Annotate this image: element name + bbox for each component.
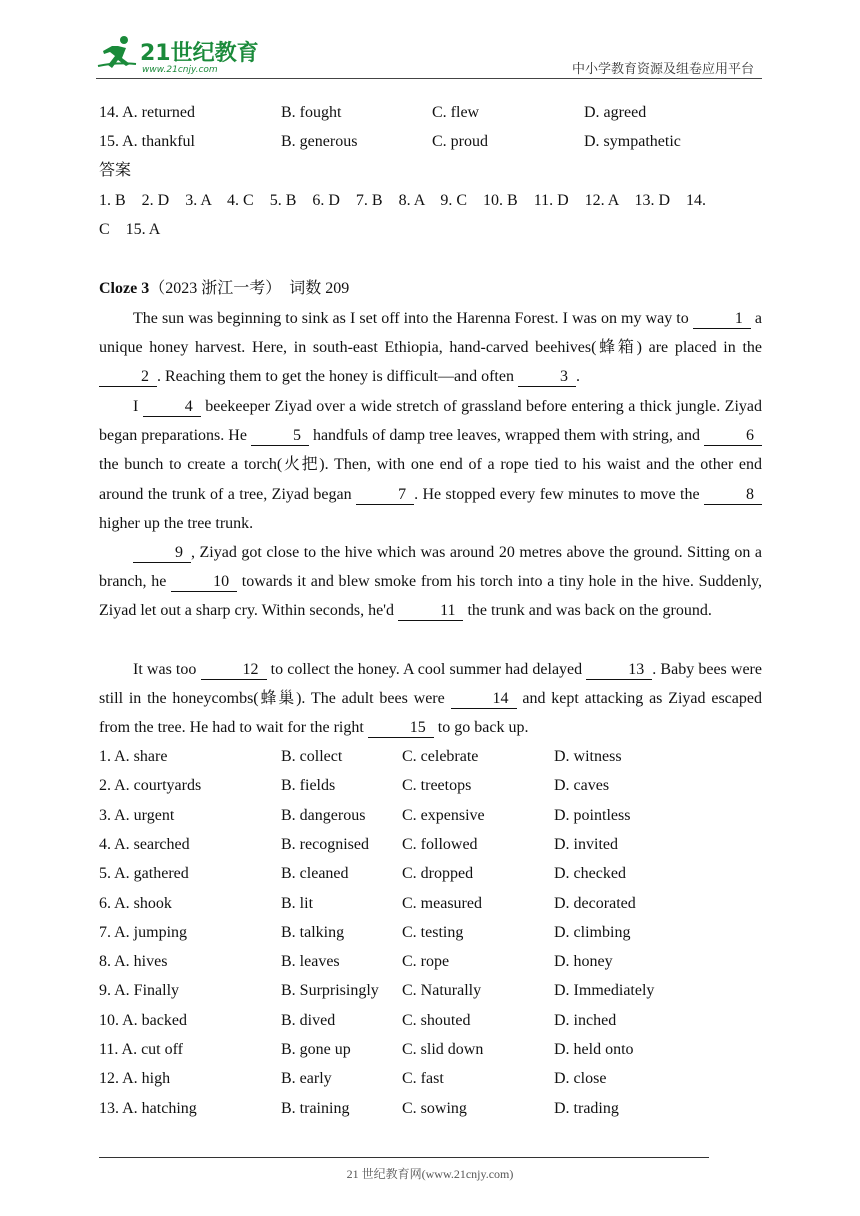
option-c: C. followed	[402, 835, 478, 853]
site-logo	[96, 34, 266, 76]
cloze-title-meta: （2023 浙江一考） 词数 209	[149, 280, 350, 297]
blank-11: 11	[398, 601, 463, 621]
option-d: D. trading	[554, 1099, 619, 1117]
svg-text:21世纪教育: 21世纪教育	[140, 41, 259, 66]
option-a: 1. A. share	[99, 748, 168, 765]
option-b: B. fields	[281, 777, 336, 795]
option-a: 12. A. high	[99, 1070, 171, 1088]
footer-text: 21 世纪教育网(www.21cnjy.com)	[346, 1167, 514, 1181]
option-c: C. measured	[402, 894, 482, 912]
option-b: B. gone up	[281, 1041, 351, 1058]
blank-12: 12	[201, 660, 267, 680]
blank-1: 1	[693, 309, 751, 329]
option-d: D. decorated	[554, 894, 636, 912]
option-d: D. witness	[554, 748, 622, 765]
page-header	[96, 34, 762, 80]
cloze-title-bold: Cloze 3	[99, 280, 150, 297]
option-d: D. close	[554, 1070, 607, 1088]
option-a: 8. A. hives	[99, 953, 168, 971]
header-platform-text: 中小学教育资源及组卷应用平台	[571, 61, 754, 76]
option-b: B. fought	[281, 104, 342, 121]
answer-key-line-1: 1. B 2. D 3. A 4. C 5. B 6. D 7. B 8. A 9. C 10. B 11. D 12. A 13. D 14.	[99, 192, 707, 209]
svg-text:www.21cnjy.com: www.21cnjy.com	[142, 65, 218, 75]
option-c: C. sowing	[402, 1099, 467, 1117]
option-a: 2. A. courtyards	[99, 777, 202, 795]
blank-7: 7	[356, 485, 414, 505]
blank-14: 14	[451, 689, 517, 709]
option-b: B. training	[281, 1099, 350, 1117]
option-c: C. expensive	[402, 806, 485, 824]
passage-paragraph-2: I 4 beekeeper Ziyad over a wide stretch of grassland before entering a thick jungle. Ziyad began preparations. He 5 handfuls of damp tree leaves, wrapped them with string, and 6 the bunch to create a torch(火把). Then, with one end of a rope tied to his waist and the other end around the trunk of a tree, Ziyad began 7 . He stopped every few minutes to move the 8 higher up the tree trunk.	[99, 398, 762, 532]
cloze-title	[99, 279, 349, 299]
option-a: 9. A. Finally	[99, 982, 180, 1000]
option-c: C. fast	[402, 1070, 444, 1088]
header-divider	[96, 78, 762, 79]
runner-icon	[98, 36, 136, 68]
option-d: D. pointless	[554, 806, 631, 824]
option-d: D. climbing	[554, 923, 631, 941]
blank-5: 5	[251, 426, 309, 446]
option-b: B. dived	[281, 1011, 336, 1029]
option-d: D. sympathetic	[584, 133, 681, 150]
option-a: 10. A. backed	[99, 1011, 187, 1029]
option-b: B. cleaned	[281, 865, 349, 883]
option-a: 11. A. cut off	[99, 1041, 183, 1058]
option-d: D. honey	[554, 953, 613, 971]
option-b: B. lit	[281, 894, 314, 912]
blank-10: 10	[171, 572, 237, 592]
option-c: C. slid down	[402, 1041, 484, 1058]
option-c: C. treetops	[402, 777, 472, 795]
option-a: 5. A. gathered	[99, 865, 189, 883]
option-b: B. dangerous	[281, 806, 366, 824]
passage-paragraph-1: The sun was beginning to sink as I set off into the Harenna Forest. I was on my way to 1 a unique honey harvest. Here, in south-east Ethiopia, hand-carved beehives(蜂箱) are placed in the 2 . Reaching them to get the honey is difficult—and often 3 .	[99, 310, 762, 386]
blank-13: 13	[586, 660, 652, 680]
option-c: C. dropped	[402, 865, 474, 883]
footer-divider	[99, 1157, 709, 1158]
option-a: 3. A. urgent	[99, 806, 175, 824]
option-c: C. celebrate	[402, 748, 479, 765]
option-d: D. checked	[554, 865, 626, 883]
option-b: B. leaves	[281, 953, 340, 971]
option-d: D. held onto	[554, 1041, 634, 1058]
option-a: 6. A. shook	[99, 894, 172, 912]
option-d: D. invited	[554, 835, 618, 853]
blank-9: 9	[133, 543, 191, 563]
answer-label: 答案	[99, 162, 132, 179]
passage-paragraph-4: It was too 12 to collect the honey. A cool summer had delayed 13 . Baby bees were still in the honeycombs(蜂巢). The adult bees were 14 and kept attacking as Ziyad escaped from the tree. He had to wait for the right 15 to go back up.	[99, 661, 762, 737]
option-b: B. recognised	[281, 835, 369, 853]
option-b: B. generous	[281, 133, 358, 150]
blank-2: 2	[99, 367, 157, 387]
option-a: 14. A. returned	[99, 104, 195, 121]
blank-3: 3	[518, 367, 576, 387]
option-b: B. early	[281, 1070, 332, 1088]
passage-paragraph-3: 9 , Ziyad got close to the hive which was around 20 metres above the ground. Sitting on a branch, he 10 towards it and blew smoke from his torch into a tiny hole in the hive. Suddenly, Ziyad let out a sharp cry. Within seconds, he'd 11 the trunk and was back on the ground.	[99, 544, 762, 620]
blank-15: 15	[368, 718, 434, 738]
option-b: B. talking	[281, 923, 345, 941]
blank-4: 4	[143, 397, 201, 417]
option-a: 4. A. searched	[99, 835, 190, 853]
option-a: 13. A. hatching	[99, 1099, 197, 1117]
option-b: B. collect	[281, 748, 343, 765]
option-c: C. testing	[402, 923, 464, 941]
option-c: C. proud	[432, 133, 488, 150]
blank-8: 8	[704, 485, 762, 505]
option-c: C. shouted	[402, 1011, 471, 1029]
option-c: C. flew	[432, 104, 480, 121]
option-d: D. caves	[554, 777, 610, 795]
option-d: D. inched	[554, 1011, 617, 1029]
option-a: 7. A. jumping	[99, 923, 188, 941]
option-a: 15. A. thankful	[99, 133, 195, 150]
blank-6: 6	[704, 426, 762, 446]
option-b: B. Surprisingly	[281, 982, 379, 1000]
option-d: D. Immediately	[554, 982, 655, 1000]
option-c: C. rope	[402, 953, 450, 971]
answer-key-line-2: C 15. A	[99, 221, 161, 238]
option-d: D. agreed	[584, 104, 647, 121]
option-c: C. Naturally	[402, 982, 482, 1000]
